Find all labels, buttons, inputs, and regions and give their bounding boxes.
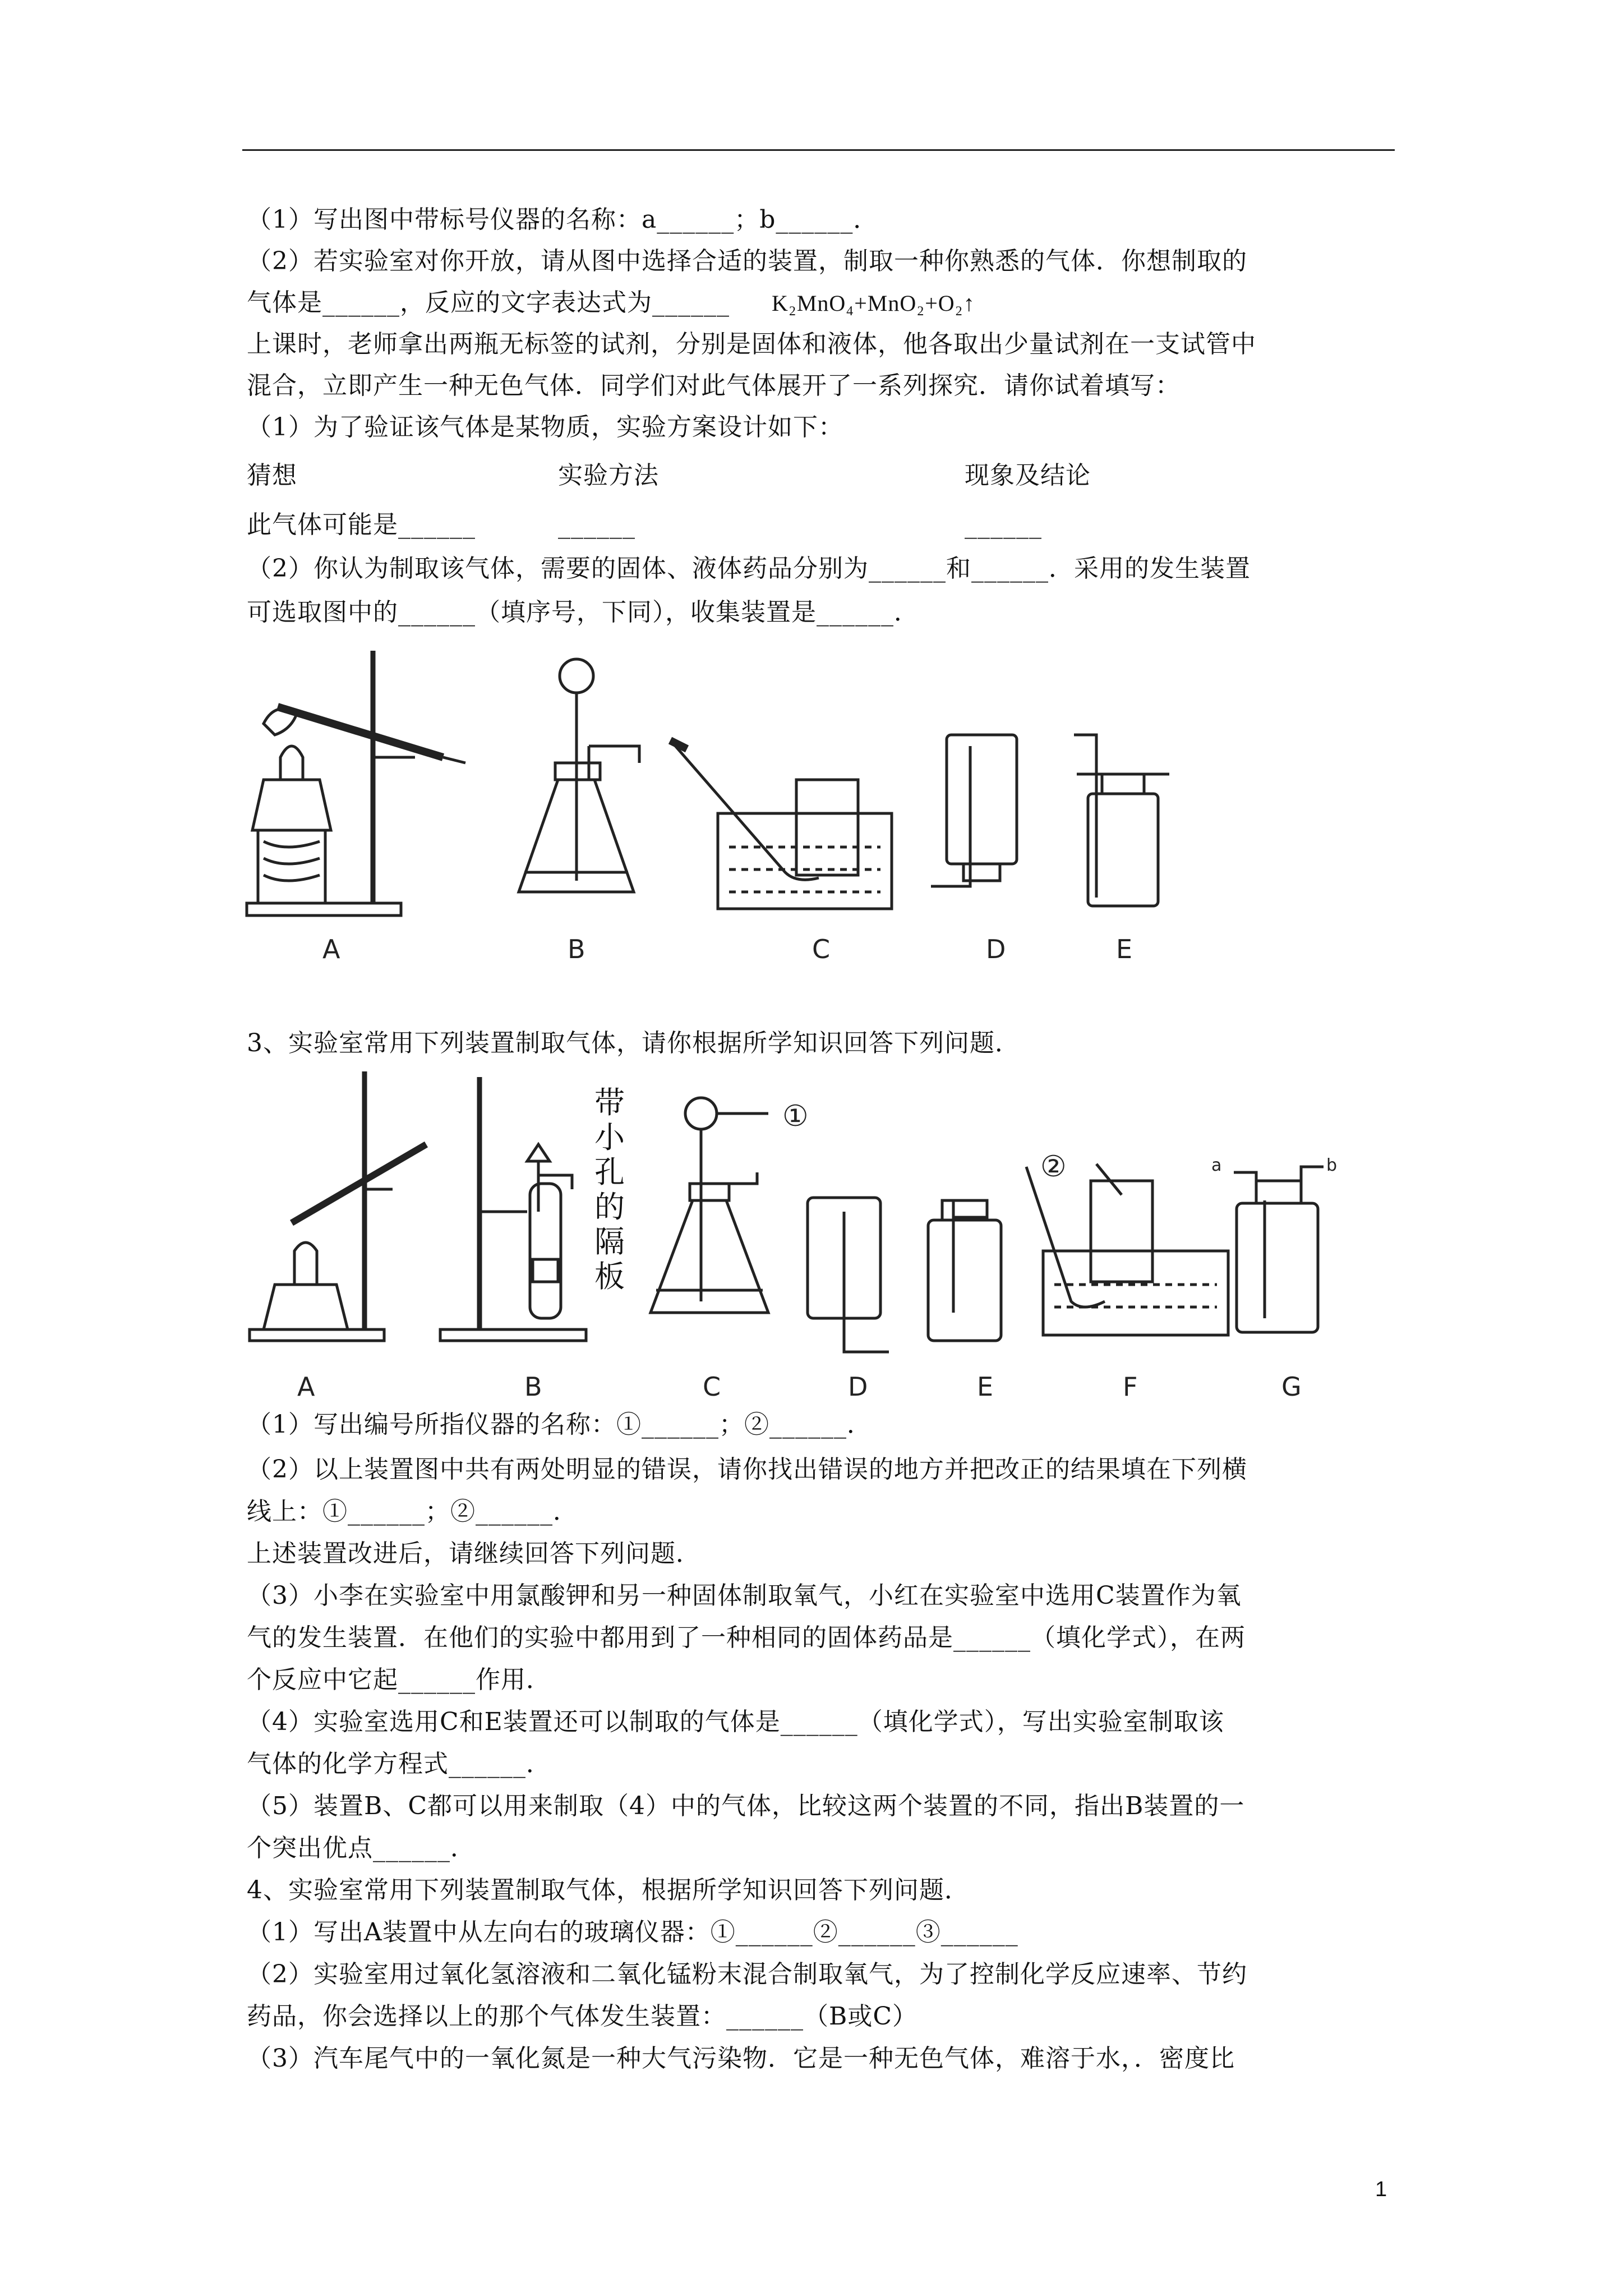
figure-apparatus-1 — [0, 645, 1623, 970]
text-line: （1）写出A装置中从左向右的玻璃仪器：①______②______③______ — [247, 1918, 1018, 1947]
apparatus-f — [1026, 1164, 1228, 1335]
partition-note — [594, 1085, 628, 1294]
text-line: 线上：①______；②______． — [247, 1497, 578, 1526]
text-line: 上述装置改进后，请继续回答下列问题． — [247, 1539, 701, 1568]
text-span: 气体是______，反应的文字表达式为______ — [247, 288, 730, 317]
text-line: （1）为了验证该气体是某物质，实验方案设计如下： — [247, 413, 843, 441]
text-line — [247, 286, 1396, 320]
question-heading: 4、实验室常用下列装置制取气体，根据所学知识回答下列问题． — [247, 1876, 970, 1904]
apparatus-d — [808, 1198, 889, 1352]
figure-label: G — [1281, 1372, 1302, 1402]
text-line: 个反应中它起______作用． — [247, 1665, 551, 1694]
text-line: 个突出优点______． — [247, 1834, 476, 1862]
figure-label: E — [1116, 934, 1133, 964]
apparatus-d — [931, 735, 1017, 886]
text-line: （2）若实验室对你开放，请从图中选择合适的装置，制取一种你熟悉的气体．你想制取的 — [247, 247, 1247, 275]
table-header-cell: 实验方法 — [558, 461, 659, 490]
text-line: 上课时，老师拿出两瓶无标签的试剂，分别是固体和液体，他各取出少量试剂在一支试管中 — [247, 330, 1256, 358]
apparatus-drawing-2 — [0, 1066, 1623, 1419]
page-number: 1 — [1375, 2178, 1387, 2201]
apparatus-a — [250, 1071, 426, 1341]
note-char: 的 — [594, 1189, 625, 1225]
table-cell: ______ — [558, 510, 635, 539]
figure-apparatus-2 — [0, 1066, 1623, 1419]
figure-label: A — [322, 934, 340, 964]
formula-span: K₂MnO₄+MnO₂+O₂↑ — [772, 291, 975, 316]
note-char: 孔 — [594, 1154, 625, 1190]
apparatus-g — [1234, 1167, 1324, 1332]
text-line: （3）小李在实验室中用氯酸钾和另一种固体制取氧气，小红在实验室中选用C装置作为氧 — [247, 1581, 1242, 1610]
apparatus-e — [1074, 735, 1169, 906]
note-char: 带 — [594, 1085, 625, 1120]
apparatus-b — [440, 1077, 586, 1341]
question-heading: 3、实验室常用下列装置制取气体，请你根据所学知识回答下列问题． — [247, 1029, 1020, 1057]
figure-label: D — [986, 934, 1006, 964]
figure-label: E — [977, 1372, 994, 1402]
figure-label: B — [524, 1372, 542, 1402]
table-cell: 此气体可能是______ — [247, 510, 476, 539]
text-line: （1）写出编号所指仪器的名称：①______；②______． — [247, 1410, 872, 1439]
apparatus-a — [247, 651, 465, 915]
text-line: （5）装置B、C都可以用来制取（4）中的气体，比较这两个装置的不同，指出B装置的一 — [247, 1792, 1245, 1820]
text-line: （2）实验室用过氧化氢溶液和二氧化锰粉末混合制取氧气，为了控制化学反应速率、节约 — [247, 1960, 1247, 1989]
apparatus-drawing-1 — [0, 645, 1623, 970]
figure-label: B — [568, 934, 585, 964]
figure-label: D — [848, 1372, 868, 1402]
header-rule — [242, 149, 1395, 151]
note-char: 板 — [594, 1259, 625, 1294]
note-char: 小 — [594, 1120, 625, 1155]
table-header-cell: 现象及结论 — [965, 461, 1091, 490]
figure-label: C — [812, 934, 831, 964]
port-b-label: b — [1326, 1156, 1338, 1175]
figure-label: C — [703, 1372, 721, 1402]
table-cell: ______ — [965, 510, 1042, 539]
text-line: 气体的化学方程式______． — [247, 1750, 551, 1778]
text-line: 气的发生装置．在他们的实验中都用到了一种相同的固体药品是______（填化学式），在两 — [247, 1623, 1246, 1652]
text-line: （1）写出图中带标号仪器的名称：a______；b______． — [247, 205, 879, 234]
text-line: （4）实验室选用C和E装置还可以制取的气体是______（填化学式），写出实验室制取该 — [247, 1708, 1224, 1736]
text-line: 可选取图中的______（填序号，下同），收集装置是______． — [247, 598, 919, 627]
text-line: 药品，你会选择以上的那个气体发生装置：______（B或C） — [247, 2002, 917, 2031]
figure-label: A — [297, 1372, 315, 1402]
figure-label: F — [1123, 1372, 1138, 1402]
note-char: 隔 — [594, 1224, 625, 1259]
text-line: （3）汽车尾气中的一氧化氮是一种大气污染物．它是一种无色气体，难溶于水，．密度比 — [247, 2044, 1235, 2073]
text-line: （2）你认为制取该气体，需要的固体、液体药品分别为______和______．采用的发生装置 — [247, 554, 1251, 583]
apparatus-c — [670, 740, 892, 909]
text-line: 混合，立即产生一种无色气体．同学们对此气体展开了一系列探究．请你试着填写： — [247, 371, 1181, 400]
callout-2: ② — [1040, 1150, 1067, 1184]
port-a-label: a — [1211, 1156, 1222, 1175]
table-header-cell: 猜想 — [247, 461, 297, 490]
text-line: （2）以上装置图中共有两处明显的错误，请你找出错误的地方并把改正的结果填在下列横 — [247, 1455, 1247, 1484]
apparatus-b — [519, 659, 639, 892]
apparatus-c — [651, 1098, 768, 1313]
apparatus-e — [928, 1200, 1001, 1341]
callout-1: ① — [782, 1099, 809, 1133]
